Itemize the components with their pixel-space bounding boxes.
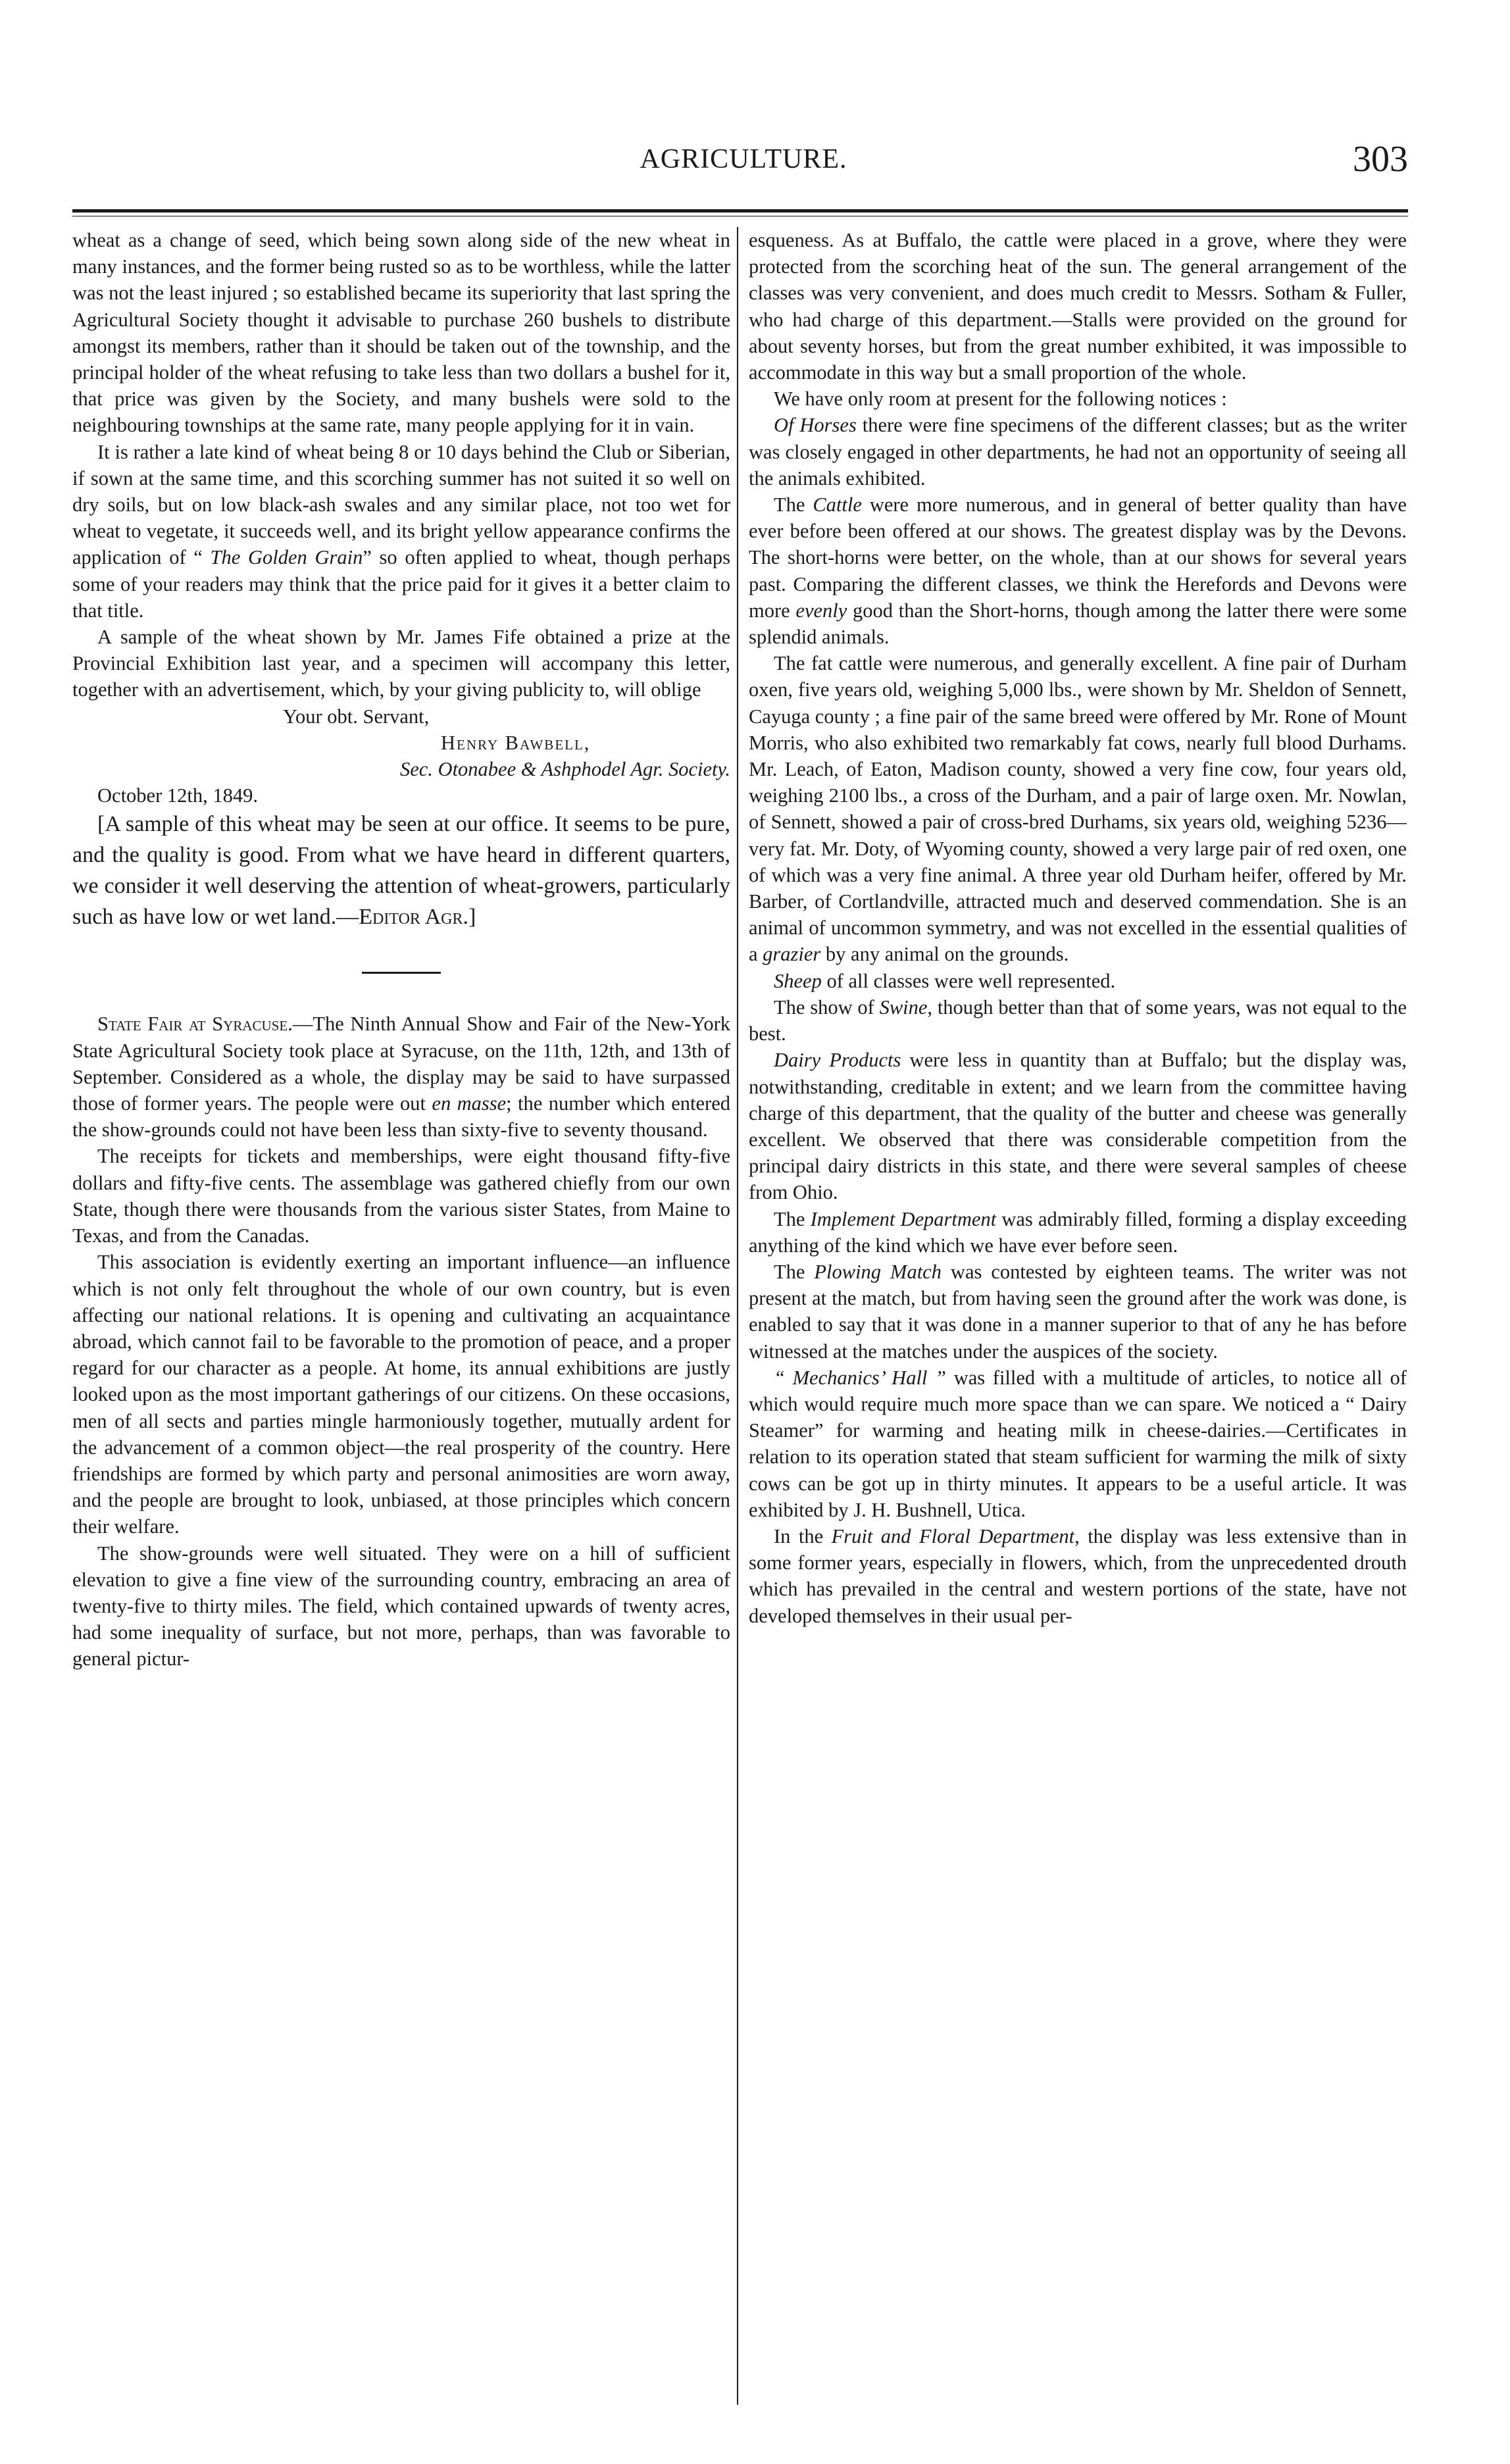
paragraph: The show-grounds were well situated. They were on a hill of sufficient elevation to give a fine view of the surrounding country, embracing an area of twenty-five to thirty miles. The field, which contained upwards of twenty acres, had some inequality of surface, but not more, perhaps, than was favorable to general pictur- [72,1542,730,1671]
paragraph: State Fair at Syracuse.—The Ninth Annual Show and Fair of the New-York State Agricultural Society took place at Syracuse, on the 11th, 12th, and 13th of September. Considered as a whole, the display may be said to have surpassed those of former years. The people were out en masse; the number which entered the show-grounds could not have been less than sixty-five to seventy thousand. [72,1013,730,1142]
section-divider [362,972,441,974]
signer-title: Sec. Otonabee & Ashphodel Agr. Society. [399,758,730,781]
paragraph: Sheep of all classes were well represented. [774,969,1116,992]
paragraph: Dairy Products were less in quantity than at Buffalo; but the display was, notwithstanding, creditable in extent; and we learn from the committee having charge of this department, that the quality of the butter and cheese was generally excellent. We observed that there was considerable competition from the principal dairy districts in this state, and there were several samples of cheese from Ohio. [749,1049,1407,1204]
page-header [72,138,1415,197]
section-heading: State Fair at Syracuse. [97,1013,293,1036]
paragraph: “ Mechanics’ Hall ” was filled with a multitude of articles, to notice all of which would require much more space than we can spare. We noticed a “ Dairy Steamer” for warming and heating milk in cheese-dairies.—Certificates in relation to its operation stated that steam sufficient for warming the milk of sixty cows can be got up in thirty minutes. It appears to be a useful article. It was exhibited by J. H. Bushnell, Utica. [749,1366,1407,1521]
running-head: AGRICULTURE. [640,144,847,174]
paragraph: esqueness. As at Buffalo, the cattle were placed in a grove, where they were protected from the scorching heat of the sun. The general arrangement of the classes was very convenient, and does much credit to Messrs. Sotham & Fuller, who had charge of this department.—Stalls were provided on the ground for about seventy horses, but from the great number exhibited, it was impossible to accommodate in this way but a small proportion of the whole. [749,229,1407,384]
page-number: 303 [1353,139,1408,180]
paragraph: A sample of the wheat shown by Mr. James Fife obtained a prize at the Provincial Exhibition last year, and a specimen will accompany this letter, together with an advertisement, which, by your giving publicity to, will oblige [72,626,730,701]
letter-date: October 12th, 1849. [97,784,258,807]
paragraph: In the Fruit and Floral Department, the display was less extensive than in some former years, especially in flowers, which, from the unprecedented drouth which has prevailed in the central and western portions of the state, have not developed themselves in their usual per- [749,1524,1407,1627]
paragraph: The Cattle were more numerous, and in general of better quality than have ever before been offered at our shows. The greatest display was by the Devons. The short-horns were better, on the whole, than at our shows for several years past. Comparing the different classes, we think the Herefords and Devons were more evenly good than the Short-horns, though among the latter there were some splendid animals. [749,493,1407,649]
header-rule [72,209,1408,213]
letter-closing: Your obt. Servant, [283,705,430,728]
paragraph: The receipts for tickets and memberships, were eight thousand fifty-five dollars and fifty-five cents. The assemblage was gathered chiefly from our own State, though there were thousands from the various sister States, from Maine to Texas, and from the Canadas. [72,1145,730,1247]
paragraph: We have only room at present for the following notices : [774,388,1227,411]
paragraph: The show of Swine, though better than that of some years, was not equal to the best. [749,995,1407,1045]
paragraph: wheat as a change of seed, which being sown along side of the new wheat in many instances, and the former being rusted so as to be worthless, while the latter was not the least injured ; so established became its superiority that last spring the Agricultural Society thought it advisable to purchase 260 bushels to distribute amongst its members, rather than it should be taken out of the township, and the principal holder of the wheat refusing to take less than two dollars a bushel for it, that price was given by the Society, and many bushels were sold to the neighbouring townships at the same rate, many people applying for it in vain. [72,229,730,437]
paragraph: The Plowing Match was contested by eighteen teams. The writer was not present at the match, but from having seen the ground after the work was done, is enabled to say that it was done in a manner superior to that of any he has before witnessed at the matches under the auspices of the society. [749,1260,1407,1363]
editor-note: [A sample of this wheat may be seen at our office. It seems to be pure, and the quality is good. From what we have heard in different quarters, we consider it well deserving the attention of wheat-growers, particularly such as have low or wet land.—Editor Agr.] [72,812,730,930]
paragraph: The fat cattle were numerous, and generally excellent. A fine pair of Durham oxen, five years old, weighing 5,000 lbs., were shown by Mr. Sheldon of Sennett, Cayuga county ; a fine pair of the same breed were offered by Mr. Rone of Mount Morris, who also exhibited two remarkably fat cows, nearly full blood Durhams. Mr. Leach, of Eaton, Madison county, showed a very fine cow, four years old, weighing 2100 lbs., a cross of the Durham, and a pair of large oxen. Mr. Nowlan, of Sennett, showed a pair of cross-bred Durhams, six years old, weighing 5236—very fat. Mr. Doty, of Wyoming county, showed a very large pair of red oxen, one of which was a very fine animal. A three year old Durham heifer, offered by Mr. Barber, of Cortlandville, attracted much and deserved commendation. She is an animal of uncommon symmetry, and was not excelled in the essential qualities of a grazier by any animal on the grounds. [749,652,1407,966]
column-divider [737,227,738,2405]
right-column [749,227,1407,2411]
letter-signoff [72,703,730,809]
paragraph: The Implement Department was admirably filled, forming a display exceeding anything of the kind which we have ever before seen. [749,1207,1407,1257]
paragraph: Of Horses there were fine specimens of the different classes; but as the writer was closely engaged in other departments, he had not an opportunity of seeing all the animals exhibited. [749,414,1407,490]
paragraph: This association is evidently exerting an important influence—an influence which is not only felt throughout the whole of our own country, but is even affecting our national relations. It is opening and cultivating an acquaintance abroad, which cannot fail to be favorable to the promotion of peace, and a proper regard for our character as a people. At home, its annual exhibitions are justly looked upon as the most important gatherings of our citizens. On these occasions, men of all sects and parties mingle harmoniously together, mutually ardent for the advancement of a common object—the real prosperity of the country. Here friendships are formed by which party and personal animosities are worn away, and the people are brought to look, unbiased, at those principles which concern their welfare. [72,1251,730,1538]
left-column [72,227,730,2411]
signer-name: Henry Bawbell, [441,731,591,754]
paragraph: It is rather a late kind of wheat being 8 or 10 days behind the Club or Siberian, if sown at the same time, and this scorching summer has not suited it so well on dry soils, but on low black-ash swales and any similar place, not too wet for wheat to vegetate, it succeeds well, and its bright yellow appearance confirms the application of “ The Golden Grain” so often applied to wheat, though perhaps some of your readers may think that the price paid for it gives it a better claim to that title. [72,440,730,622]
